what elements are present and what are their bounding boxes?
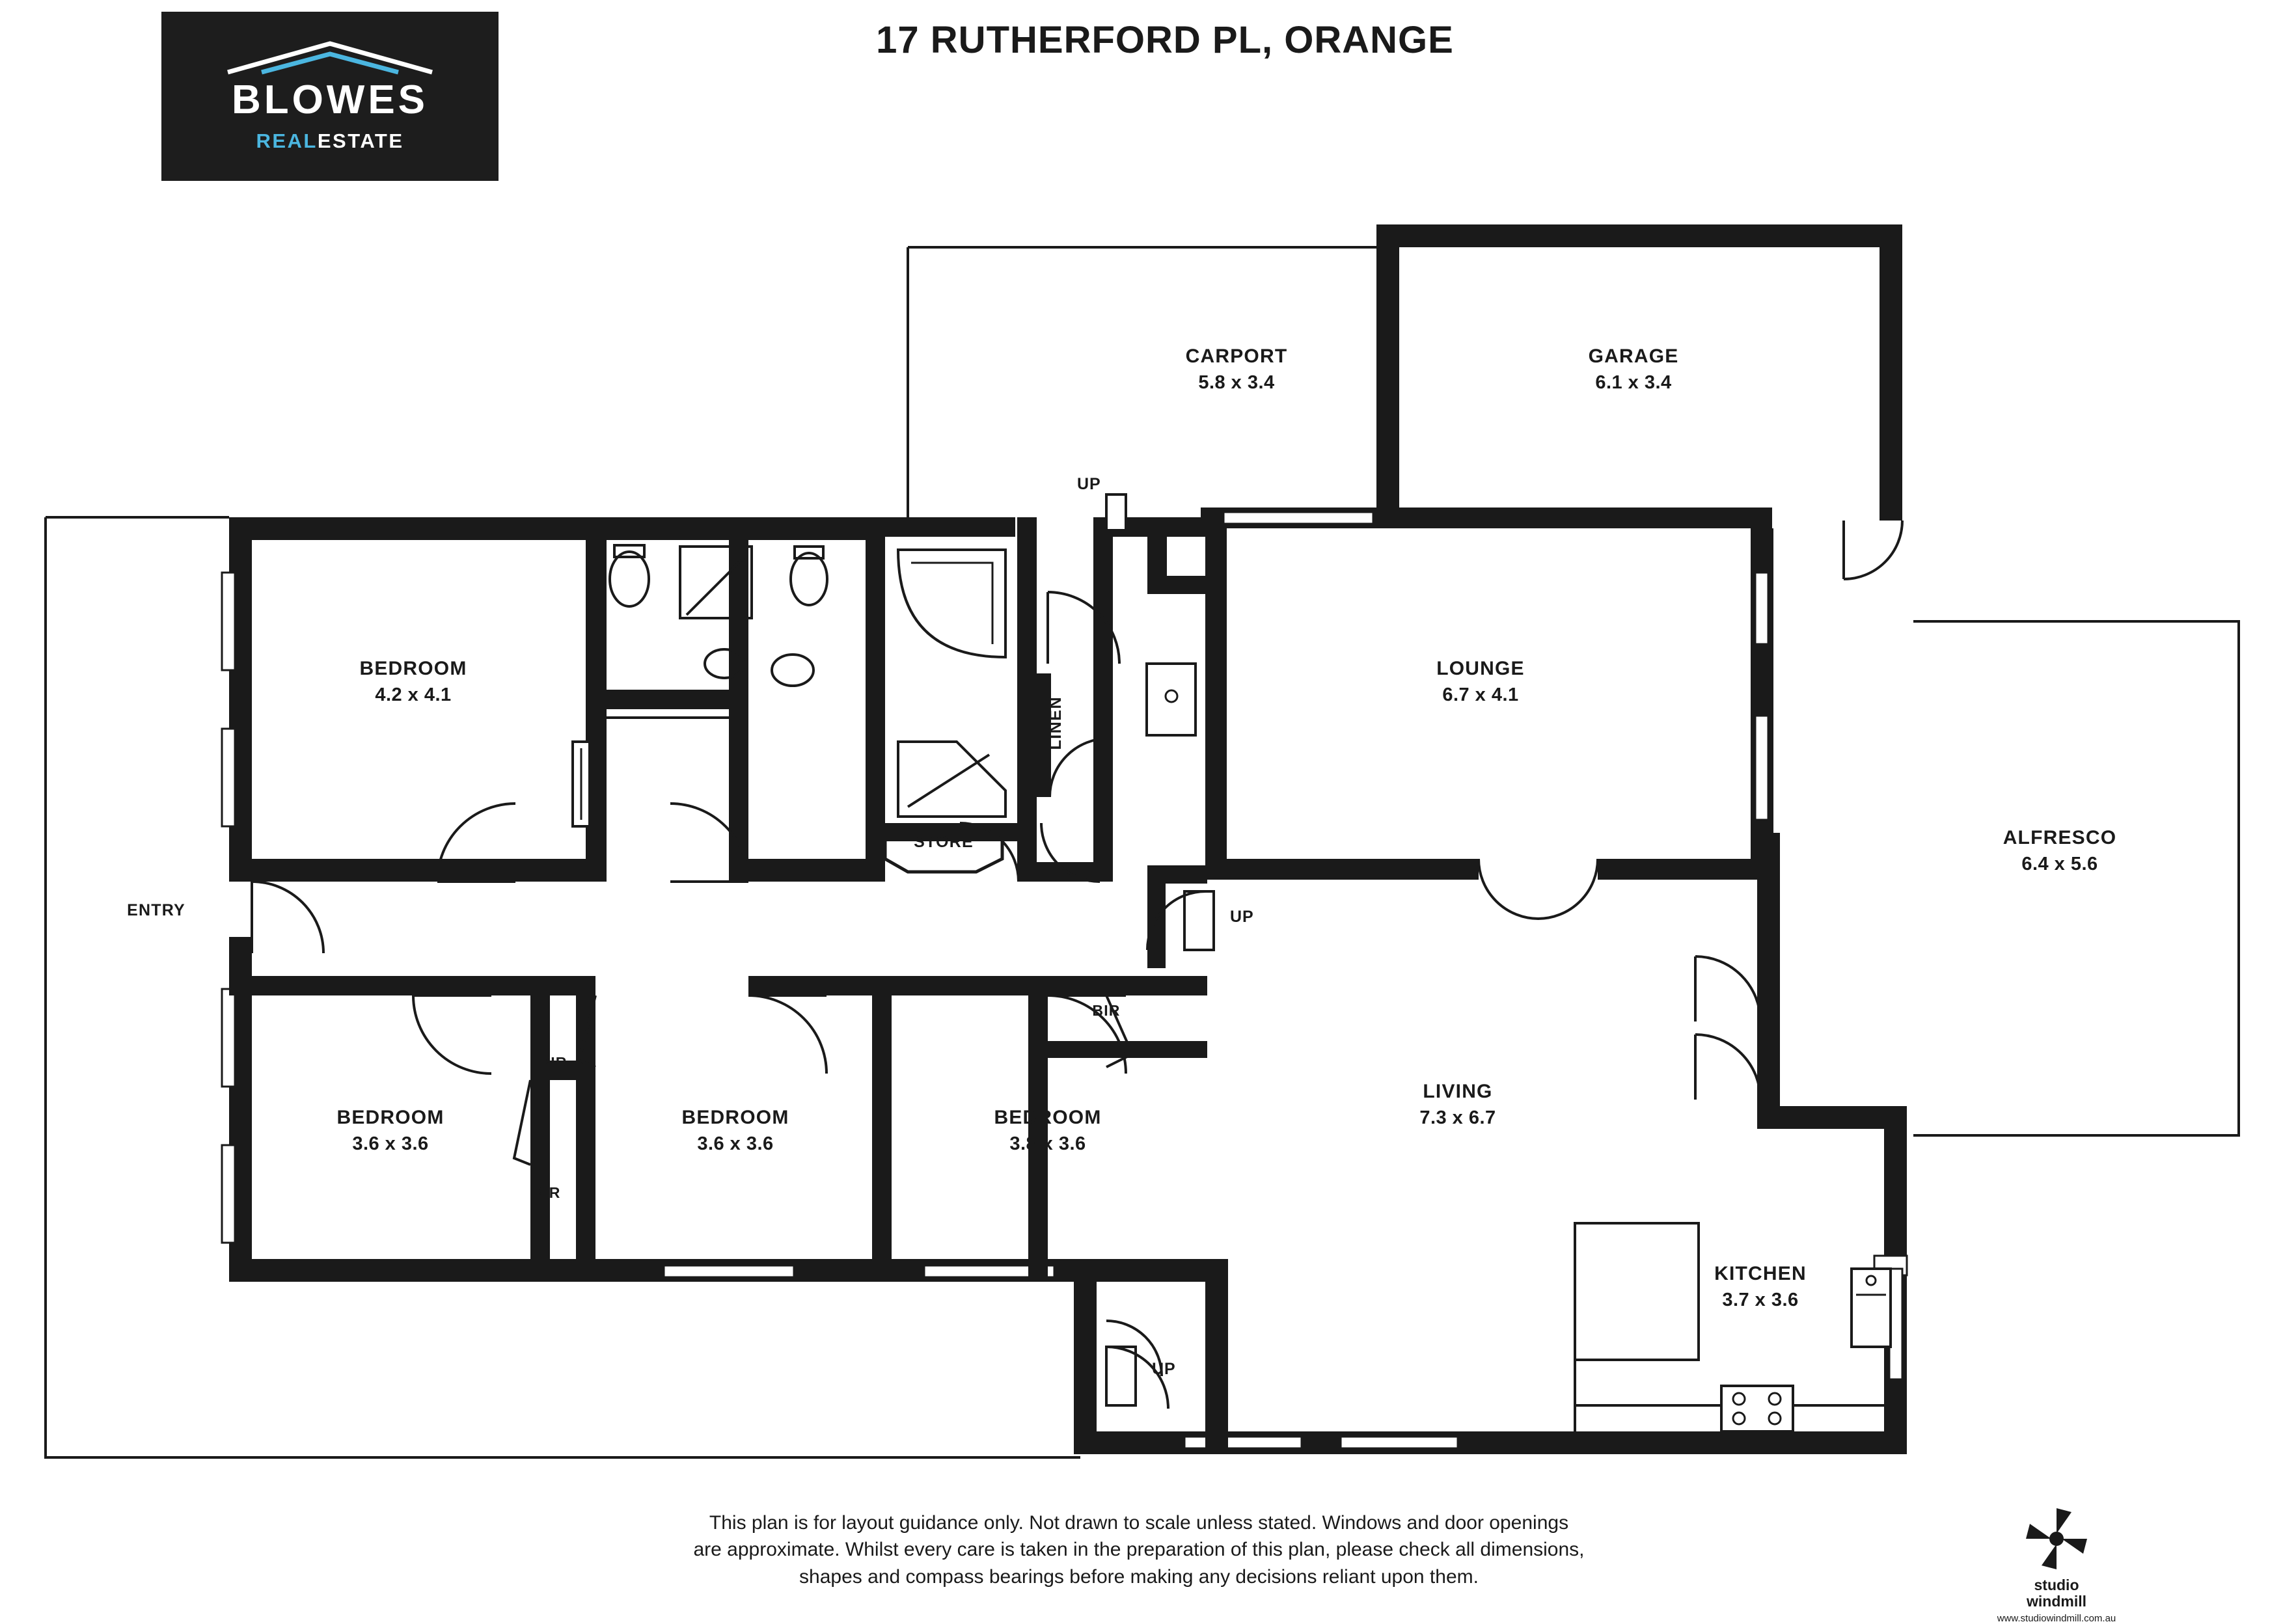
label-store: STORE (914, 833, 974, 851)
page-title: 17 RUTHERFORD PL, ORANGE (876, 19, 1454, 61)
disclaimer-line-1: This plan is for layout guidance only. Not drawn to scale unless stated. Windows and door openings (709, 1512, 1569, 1534)
room-label-carport: CARPORT 5.8 x 3.4 (1185, 345, 1288, 394)
label-linen: LINEN (1046, 696, 1065, 750)
label-up-1: UP (1077, 475, 1101, 493)
room-label-living: LIVING 7.3 x 6.7 (1419, 1081, 1496, 1129)
room-label-bedroom-2: BEDROOM 3.6 x 3.6 (336, 1107, 444, 1155)
studio-windmill-credit (1959, 1503, 2154, 1624)
room-label-kitchen: KITCHEN 3.7 x 3.6 (1714, 1263, 1807, 1311)
label-bir-2: BIR (532, 1184, 561, 1201)
room-label-alfresco: ALFRESCO 6.4 x 5.6 (2003, 827, 2117, 875)
room-label-bedroom-3: BEDROOM 3.6 x 3.6 (681, 1107, 789, 1155)
studio-name-line-2: windmill (2027, 1593, 2086, 1610)
studio-url: www.studiowindmill.com.au (1997, 1612, 2116, 1624)
logo-sub-estate: ESTATE (317, 129, 404, 152)
disclaimer-line-2: are approximate. Whilst every care is taken in the preparation of this plan, please check all dimensions, (693, 1539, 1585, 1561)
room-label-bedroom-4: BEDROOM 3.8 x 3.6 (994, 1107, 1102, 1155)
studio-name-line-1: studio (2034, 1577, 2079, 1593)
label-bir-1: BIR (539, 1054, 567, 1071)
label-up-3: UP (1152, 1360, 1176, 1378)
disclaimer-line-3: shapes and compass bearings before making any decisions reliant upon them. (799, 1565, 1479, 1588)
windmill-icon (2021, 1503, 2092, 1575)
label-entry: ENTRY (127, 901, 185, 919)
room-label-garage: GARAGE 6.1 x 3.4 (1588, 345, 1679, 394)
label-up-2: UP (1230, 908, 1254, 926)
room-label-bedroom-1: BEDROOM 4.2 x 4.1 (359, 658, 467, 706)
label-bir-3: BIR (1092, 1002, 1121, 1019)
logo-main-text: BLOWES (231, 77, 429, 122)
room-label-lounge: LOUNGE 6.7 x 4.1 (1436, 658, 1525, 706)
disclaimer-text (456, 1509, 1822, 1590)
logo-sub-real: REAL (256, 129, 318, 152)
